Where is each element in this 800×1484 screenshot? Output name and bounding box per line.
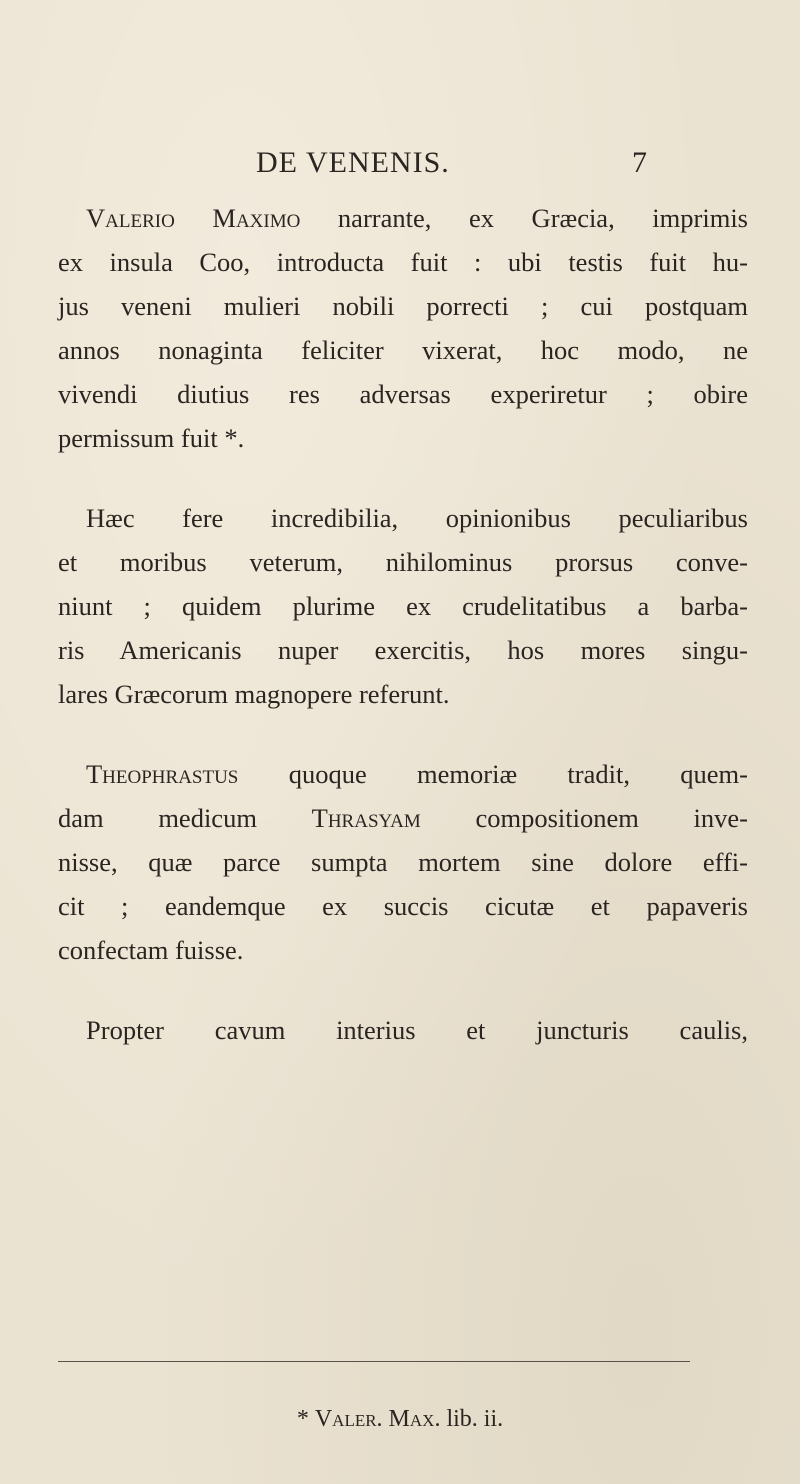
text-line: lares Græcorum magnopere referunt.	[58, 679, 450, 709]
page-number: 7	[632, 146, 647, 179]
running-head-title: DE VENENIS.	[256, 146, 450, 179]
paragraph-propter	[58, 1008, 748, 1052]
text-line	[58, 196, 748, 240]
footnote	[0, 1406, 800, 1433]
footnote-rule	[58, 1361, 690, 1362]
text-line: vivendi diutius res adversas experiretur ; obire	[58, 379, 748, 409]
running-head	[0, 146, 800, 186]
small-caps-name: Theophrastus	[86, 759, 239, 789]
footnote-marker: *	[296, 1406, 309, 1432]
text-line: annos nonaginta feliciter vixerat, hoc modo, ne	[58, 335, 748, 365]
text-line: Propter cavum interius et juncturis caulis,	[86, 1015, 748, 1045]
paragraph-theophrastus	[58, 752, 748, 972]
footnote-citation: Valer. Max.	[314, 1406, 441, 1432]
paragraph-valerio	[58, 196, 748, 460]
small-caps-name: Valerio Maximo	[86, 203, 301, 233]
text-line: Hæc fere incredibilia, opinionibus peculiaribus	[86, 503, 748, 533]
text-line	[58, 752, 748, 796]
paragraph-haec	[58, 496, 748, 716]
footnote-text: lib. ii.	[440, 1406, 504, 1432]
text-line: et moribus veterum, nihilominus prorsus conve-	[58, 547, 748, 577]
text-line	[58, 796, 748, 840]
text-line: permissum fuit *.	[58, 423, 245, 453]
text-line: jus veneni mulieri nobili porrecti ; cui postquam	[58, 291, 748, 321]
line-text: narrante, ex Græcia, imprimis	[300, 203, 748, 233]
body-text	[58, 196, 748, 1088]
text-line: confectam fuisse.	[58, 935, 244, 965]
text-line: ris Americanis nuper exercitis, hos mores singu-	[58, 635, 748, 665]
text-line: nisse, quæ parce sumpta mortem sine dolore effi-	[58, 847, 748, 877]
text-line: cit ; eandemque ex succis cicutæ et papaveris	[58, 891, 748, 921]
line-text: dam medicum	[58, 803, 312, 833]
small-caps-name: Thrasyam	[311, 803, 421, 833]
line-text: quoque memoriæ tradit, quem-	[238, 759, 748, 789]
line-text: compositionem inve-	[420, 803, 748, 833]
text-line: niunt ; quidem plurime ex crudelitatibus a barba-	[58, 591, 748, 621]
text-line: ex insula Coo, introducta fuit : ubi testis fuit hu-	[58, 247, 748, 277]
